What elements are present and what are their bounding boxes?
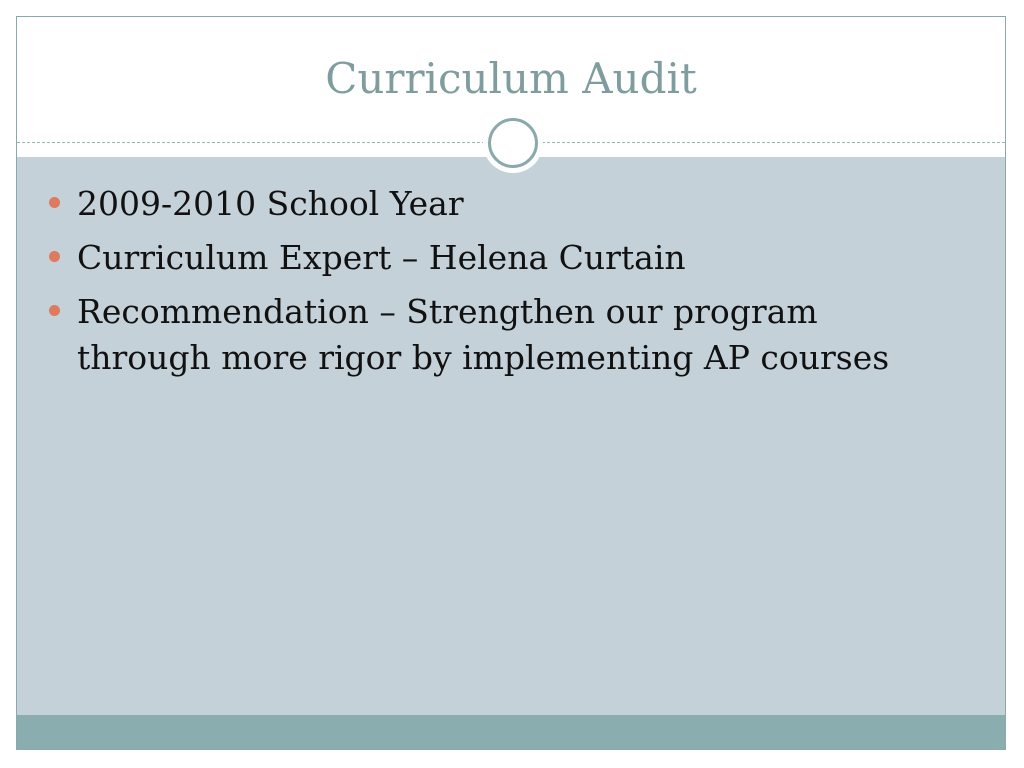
bullet-item (47, 235, 947, 281)
bullet-text: Curriculum Expert – Helena Curtain (77, 238, 686, 277)
bullet-dot-icon (49, 197, 60, 208)
ornament-ring (488, 118, 538, 168)
bullet-item (47, 289, 947, 381)
bullet-list (47, 181, 947, 389)
circle-ornament-icon (483, 113, 543, 173)
bullet-dot-icon (49, 305, 60, 316)
bullet-text: Recommendation – Strengthen our program through more rigor by implementing AP courses (77, 292, 890, 377)
slide-title: Curriculum Audit (325, 54, 697, 103)
bullet-dot-icon (49, 251, 60, 262)
bottom-accent-band (17, 715, 1005, 750)
slide (16, 16, 1006, 750)
bullet-text: 2009-2010 School Year (77, 184, 464, 223)
bullet-item (47, 181, 947, 227)
